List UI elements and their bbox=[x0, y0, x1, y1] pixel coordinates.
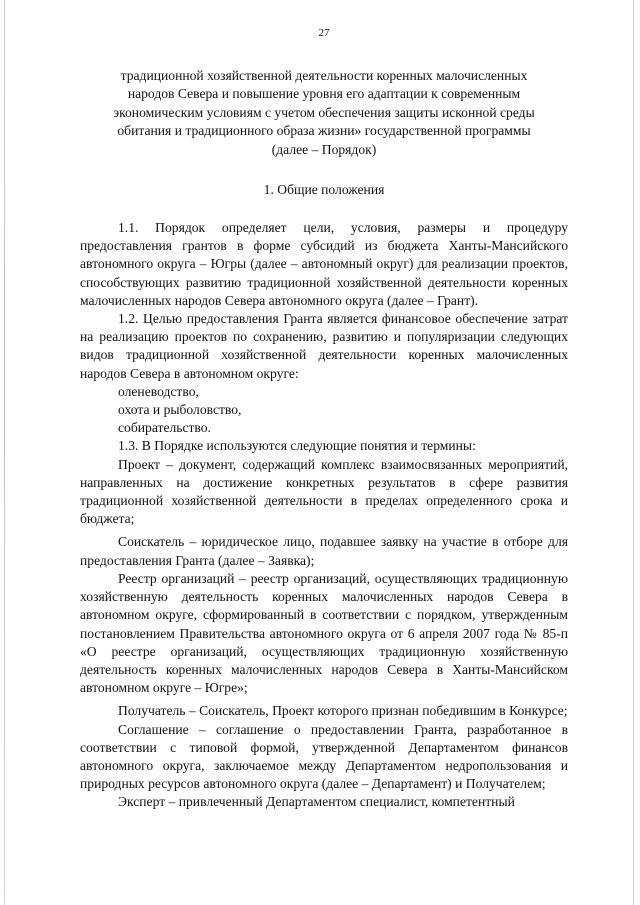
list-item-gathering: собирательство. bbox=[118, 420, 211, 436]
term-applicant: Соискатель – юридическое лицо, подавшее заявку на участие в отборе для предоставления Гранта (далее – Заявка); bbox=[80, 534, 568, 568]
term-recipient: Получатель – Соискатель, Проект которого признан победившим в Конкурсе; bbox=[118, 703, 568, 719]
list-item-reindeer: оленеводство, bbox=[118, 383, 199, 399]
scan-edge-right bbox=[633, 0, 634, 905]
term-expert: Эксперт – привлеченный Департаментом специалист, компетентный bbox=[118, 794, 515, 810]
title-line: экономическим условиям с учетом обеспечения защиты исконной среды bbox=[113, 104, 535, 120]
list-item-hunting-fishing: охота и рыболовство, bbox=[118, 402, 242, 418]
paragraph-1-1: 1.1. Порядок определяет цели, условия, размеры и процедуру предоставления грантов в форме субсидий из бюджета Ханты-Мансийского автономного округа – Югры (далее – автономный округ) для реализации проектов, способствующих развитию традиционной хозяйственной деятельности коренных малочисленных народов Севера автономного округа (далее – Грант). bbox=[80, 220, 568, 308]
title-line: (далее – Порядок) bbox=[271, 141, 377, 157]
title-line: традиционной хозяйственной деятельности коренных малочисленных bbox=[120, 68, 528, 83]
document-title bbox=[88, 67, 560, 159]
title-line: обитания и традиционного образа жизни» государственной программы bbox=[117, 123, 531, 139]
paragraph-1-3: 1.3. В Порядке используются следующие понятия и термины: bbox=[118, 438, 476, 454]
term-registry: Реестр организаций – реестр организаций, осуществляющих традиционную хозяйственную деятельность коренных малочисленных народов Севера в автономном округе, сформированный в соответствии с порядком, утвержденным постановлением Правительства автономного округа от 6 апреля 2007 года № 85-п «О реестре организаций, осуществляющих традиционную хозяйственную деятельность коренных малочисленных народов Севера в Ханты-Мансийском автономном округе – Югре»; bbox=[80, 570, 568, 696]
page-number: 27 bbox=[318, 27, 330, 39]
term-agreement: Соглашение – соглашение о предоставлении Гранта, разработанное в соответствии с типовой формой, утвержденной Департаментом финансов автономного округа, заключаемое между Департаментом недропользования и природных ресурсов автономного округа (далее – Департамент) и Получателем; bbox=[80, 721, 568, 792]
section-heading: 1. Общие положения bbox=[263, 182, 385, 198]
term-project: Проект – документ, содержащий комплекс взаимосвязанных мероприятий, направленных на достижение конкретных результатов в сфере развития традиционной хозяйственной деятельности в пределах определенного срока и бюджета; bbox=[80, 456, 568, 527]
title-line: народов Севера и повышение уровня его адаптации к современным bbox=[127, 86, 521, 102]
scan-edge-left bbox=[4, 0, 5, 905]
paragraph-1-2: 1.2. Целью предоставления Гранта является финансовое обеспечение затрат на реализацию проектов по сохранению, развитию и популяризации следующих видов традиционной хозяйственной деятельности коренных малочисленных народов Севера в автономном округе: bbox=[80, 311, 568, 381]
